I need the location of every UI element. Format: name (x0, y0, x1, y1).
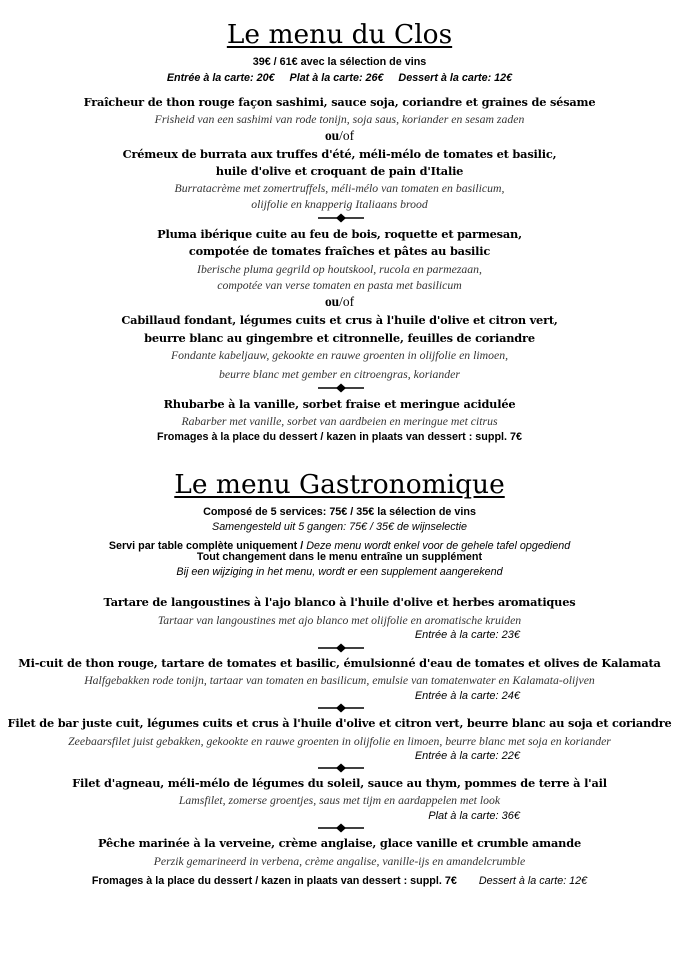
or-fr: ou (324, 294, 340, 309)
gastro-course3-price: Entrée à la carte: 22€ (414, 750, 520, 762)
menu-clos-carte-prices: Entrée à la carte: 20€ Plat à la carte: 26€ Dessert à la carte: 12€ (166, 72, 513, 84)
gastro-course2-fr: Mi-cuit de thon rouge, tartare de tomates et basilic, émulsionné d'eau de tomates et olives de Kalamata (18, 656, 661, 670)
or-fr: ou (324, 128, 340, 143)
gastro-cheese-line (0, 872, 679, 888)
gastro-course1-nl: Tartaar van langoustines met ajo blanco met olijfolie en aromatische kruiden (157, 614, 522, 627)
clos-main2-nl-2: beurre blanc met gember en citroengras, koriander (219, 368, 460, 381)
gastro-course2-nl: Halfgebakken rode tonijn, tartaar van tomaten en basilicum, emulsie van tomatenwater en Kalamata-olijven (84, 674, 595, 687)
or-nl: /of (339, 294, 355, 309)
gastro-info-table-nl: Deze menu wordt enkel voor de gehele tafel opgediend (303, 540, 571, 552)
menu-clos-title: Le menu du Clos (226, 19, 453, 50)
gastro-info-change: Tout changement dans le menu entraîne un supplément (196, 551, 483, 563)
gastro-cheese-supplement: Fromages à la place du dessert / kazen in plaats van dessert : suppl. 7€ (91, 875, 457, 887)
gastro-course4-price: Plat à la carte: 36€ (428, 810, 520, 822)
or-nl: /of (339, 128, 355, 143)
clos-main2-fr-1: Cabillaud fondant, légumes cuits et crus à l'huile d'olive et citron vert, (121, 313, 558, 327)
gastro-info-gangen: Samengesteld uit 5 gangen: 75€ / 35€ de wijnselectie (212, 521, 467, 533)
diamond-divider-icon (318, 383, 364, 393)
clos-starter1-nl: Frisheid van een sashimi van rode tonijn, soja saus, koriander en sesam zaden (154, 113, 525, 126)
menu-gastro-title: Le menu Gastronomique (174, 469, 505, 500)
clos-starter1-fr: Fraîcheur de thon rouge façon sashimi, sauce soja, coriandre et graines de sésame (83, 95, 596, 109)
gastro-course5-fr: Pêche marinée à la verveine, crème anglaise, glace vanille et crumble amande (98, 836, 581, 850)
clos-main2-fr-2: beurre blanc au gingembre et citronnelle, feuilles de coriandre (144, 331, 535, 345)
gastro-course3-fr: Filet de bar juste cuit, légumes cuits et crus à l'huile d'olive et citron vert, beurre blanc au soja et coriandre (7, 716, 672, 730)
clos-main1-fr-2: compotée de tomates fraîches et pâtes au basilic (188, 244, 491, 258)
gastro-course4-fr: Filet d'agneau, méli-mélo de légumes du soleil, sauce au thym, pommes de terre à l'ail (72, 776, 607, 790)
diamond-divider-icon (318, 823, 364, 833)
clos-starter2-fr-2: huile d'olive et croquant de pain d'Italie (215, 164, 464, 178)
clos-main1-fr-1: Pluma ibérique cuite au feu de bois, roquette et parmesan, (157, 227, 522, 241)
menu-clos-price: 39€ / 61€ avec la sélection de vins (252, 56, 427, 68)
diamond-divider-icon (318, 213, 364, 223)
gastro-info-table-fr: Servi par table complète uniquement / (108, 540, 304, 552)
clos-starter2-nl-1: Burratacrème met zomertruffels, méli-mélo van tomaten en basilicum, (174, 182, 505, 195)
gastro-info-wijziging: Bij een wijziging in het menu, wordt er een supplement aangerekend (176, 566, 503, 578)
clos-cheese-supplement: Fromages à la place du dessert / kazen in plaats van dessert : suppl. 7€ (157, 431, 522, 443)
clos-or-1 (0, 129, 679, 143)
clos-main2-nl-1: Fondante kabeljauw, gekookte en rauwe groenten in olijfolie en limoen, (170, 349, 509, 362)
gastro-dessert-price: Dessert à la carte: 12€ (478, 875, 588, 887)
gastro-course4-nl: Lamsfilet, zomerse groentjes, saus met tijm en aardappelen met look (178, 794, 501, 807)
clos-dessert-fr: Rhubarbe à la vanille, sorbet fraise et meringue acidulée (163, 397, 516, 411)
gastro-course5-nl: Perzik gemarineerd in verbena, crème angalise, vanille-ijs en amandelcrumble (153, 855, 526, 868)
gastro-course3-nl: Zeebaarsfilet juist gebakken, gekookte en rauwe groenten in olijfolie en limoen, beurre blanc met soja en koriander (68, 735, 611, 748)
diamond-divider-icon (318, 763, 364, 773)
clos-starter2-fr-1: Crémeux de burrata aux truffes d'été, méli-mélo de tomates et basilic, (122, 147, 557, 161)
gastro-course1-fr: Tartare de langoustines à l'ajo blanco à l'huile d'olive et herbes aromatiques (103, 595, 576, 609)
clos-or-2 (0, 295, 679, 309)
gastro-course1-price: Entrée à la carte: 23€ (414, 629, 520, 641)
clos-dessert-nl: Rabarber met vanille, sorbet van aardbeien en meringue met citrus (181, 415, 498, 428)
clos-main1-nl-1: Iberische pluma gegrild op houtskool, rucola en parmezaan, (197, 263, 482, 276)
gastro-info-services: Composé de 5 services: 75€ / 35€ la sélection de vins (203, 506, 476, 518)
diamond-divider-icon (318, 703, 364, 713)
gastro-course2-price: Entrée à la carte: 24€ (414, 690, 520, 702)
clos-main1-nl-2: compotée van verse tomaten en pasta met basilicum (217, 279, 462, 292)
clos-starter2-nl-2: olijfolie en knapperig Italiaans brood (251, 198, 428, 211)
diamond-divider-icon (318, 643, 364, 653)
